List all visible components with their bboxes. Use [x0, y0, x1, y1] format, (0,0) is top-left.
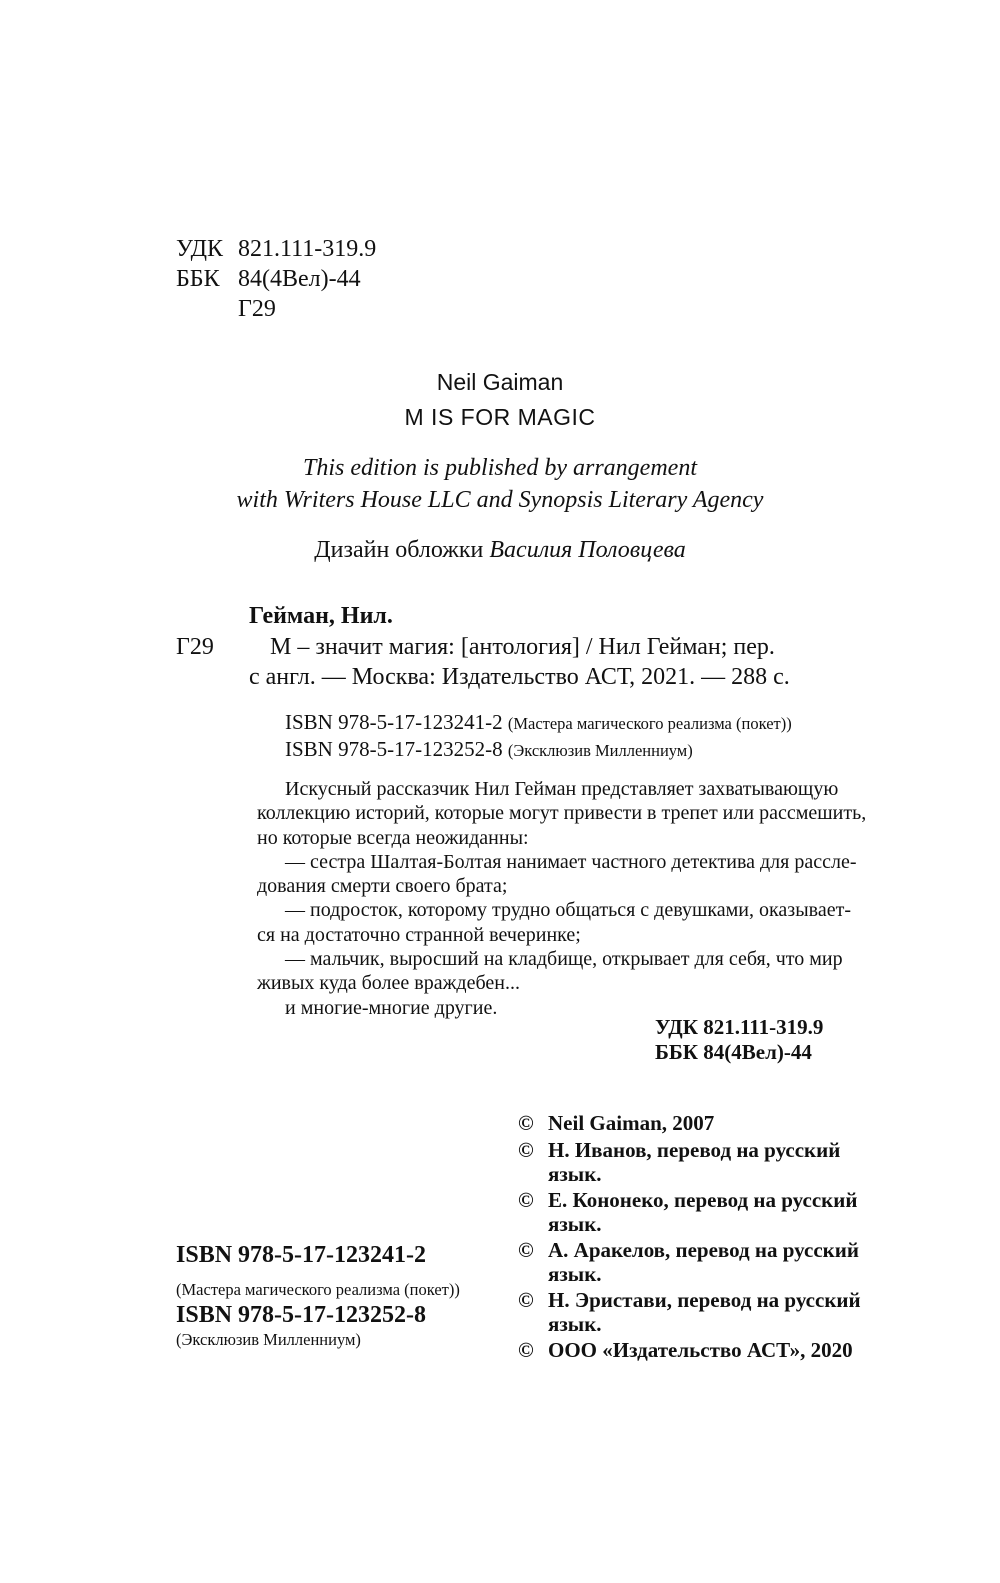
cover-designer: Василия Половцева	[489, 537, 686, 563]
annotation-line: живых куда более враждебен...	[257, 972, 520, 995]
bbk-line	[176, 266, 361, 293]
bottom-udk: УДК 821.111-319.9	[655, 1015, 824, 1039]
copyright-symbol: ©	[518, 1138, 534, 1162]
footer-isbn-2-series: (Эксклюзив Милленниум)	[176, 1330, 361, 1349]
annotation-line: но которые всегда неожиданны:	[257, 826, 529, 849]
annotation-line: и многие-многие другие.	[285, 996, 498, 1019]
bbk-label: ББК	[176, 266, 220, 292]
arrangement-line-1: This edition is published by arrangement	[303, 455, 697, 481]
copyright-item	[518, 1288, 863, 1336]
bottom-bbk: ББК 84(4Вел)-44	[655, 1040, 812, 1064]
footer-isbn-1-number: ISBN 978-5-17-123241-2	[176, 1242, 426, 1268]
arrangement-line-2: with Writers House LLC and Synopsis Literary Agency	[236, 487, 764, 513]
annotation-line: дования смерти своего брата;	[257, 875, 508, 898]
footer-isbn-1-series: (Мастера магического реализма (покет))	[176, 1280, 460, 1299]
bib-description-line-1: М – значит магия: [антология] / Нил Гейман; пер.	[270, 634, 775, 660]
bib-description-line-2: с англ. — Москва: Издательство АСТ, 2021. — 288 с.	[249, 664, 790, 690]
annotation-line: ся на достаточно странной вечеринке;	[257, 923, 581, 946]
copyright-symbol: ©	[518, 1111, 534, 1135]
copyright-text: Neil Gaiman, 2007	[548, 1111, 715, 1135]
copyright-text: Н. Иванов, перевод на русский язык.	[548, 1138, 841, 1186]
udk-value: 821.111-319.9	[238, 236, 377, 262]
copyright-text: Н. Эристави, перевод на русский язык.	[548, 1288, 861, 1336]
annotation	[257, 777, 867, 1020]
copyright-symbol: ©	[518, 1238, 534, 1262]
bib-isbn-2	[285, 737, 693, 762]
annotation-line: — сестра Шалтая-Болтая нанимает частного детектива для рассле-	[285, 850, 857, 873]
bib-author-heading: Гейман, Нил.	[249, 603, 393, 629]
copyright-item	[518, 1238, 863, 1286]
copyright-symbol: ©	[518, 1338, 534, 1362]
udk-label: УДК	[176, 236, 223, 262]
udk-line	[176, 236, 376, 263]
copyright-item	[518, 1188, 863, 1236]
copyright-text: А. Аракелов, перевод на русский язык.	[548, 1238, 859, 1286]
bib-author-mark: Г29	[176, 634, 214, 660]
copyright-symbol: ©	[518, 1288, 534, 1312]
copyright-item	[518, 1338, 863, 1363]
bbk-value: 84(4Вел)-44	[238, 266, 361, 292]
bib-isbn-2-number: ISBN 978-5-17-123252-8	[285, 737, 503, 761]
bib-isbn-2-series: (Эксклюзив Милленниум)	[507, 741, 693, 760]
copyright-item	[518, 1138, 863, 1186]
annotation-line: — мальчик, выросший на кладбище, открывает для себя, что мир	[285, 948, 843, 971]
cover-design-prefix: Дизайн обложки	[314, 537, 484, 563]
footer-isbn-2-number: ISBN 978-5-17-123252-8	[176, 1302, 426, 1328]
cover-design-credit	[0, 537, 1000, 564]
copyright-item	[518, 1111, 863, 1136]
copyright-block	[518, 1111, 863, 1363]
bib-isbn-1-series: (Мастера магического реализма (покет))	[507, 714, 792, 733]
annotation-line: Искусный рассказчик Нил Гейман представляет захватывающую	[285, 778, 839, 800]
original-author: Neil Gaiman	[436, 369, 564, 395]
annotation-line: — подросток, которому трудно общаться с девушками, оказывает-	[285, 899, 851, 922]
bib-isbn-1	[285, 710, 792, 735]
author-mark-top: Г29	[238, 296, 276, 322]
copyright-symbol: ©	[518, 1188, 534, 1212]
copyright-text: ООО «Издательство АСТ», 2020	[548, 1338, 853, 1362]
annotation-line: коллекцию историй, которые могут привести в трепет или рассмешить,	[257, 802, 867, 825]
bib-isbn-1-number: ISBN 978-5-17-123241-2	[285, 710, 503, 734]
copyright-text: Е. Кононеко, перевод на русский язык.	[548, 1188, 858, 1236]
original-title: M IS FOR MAGIC	[404, 404, 596, 430]
